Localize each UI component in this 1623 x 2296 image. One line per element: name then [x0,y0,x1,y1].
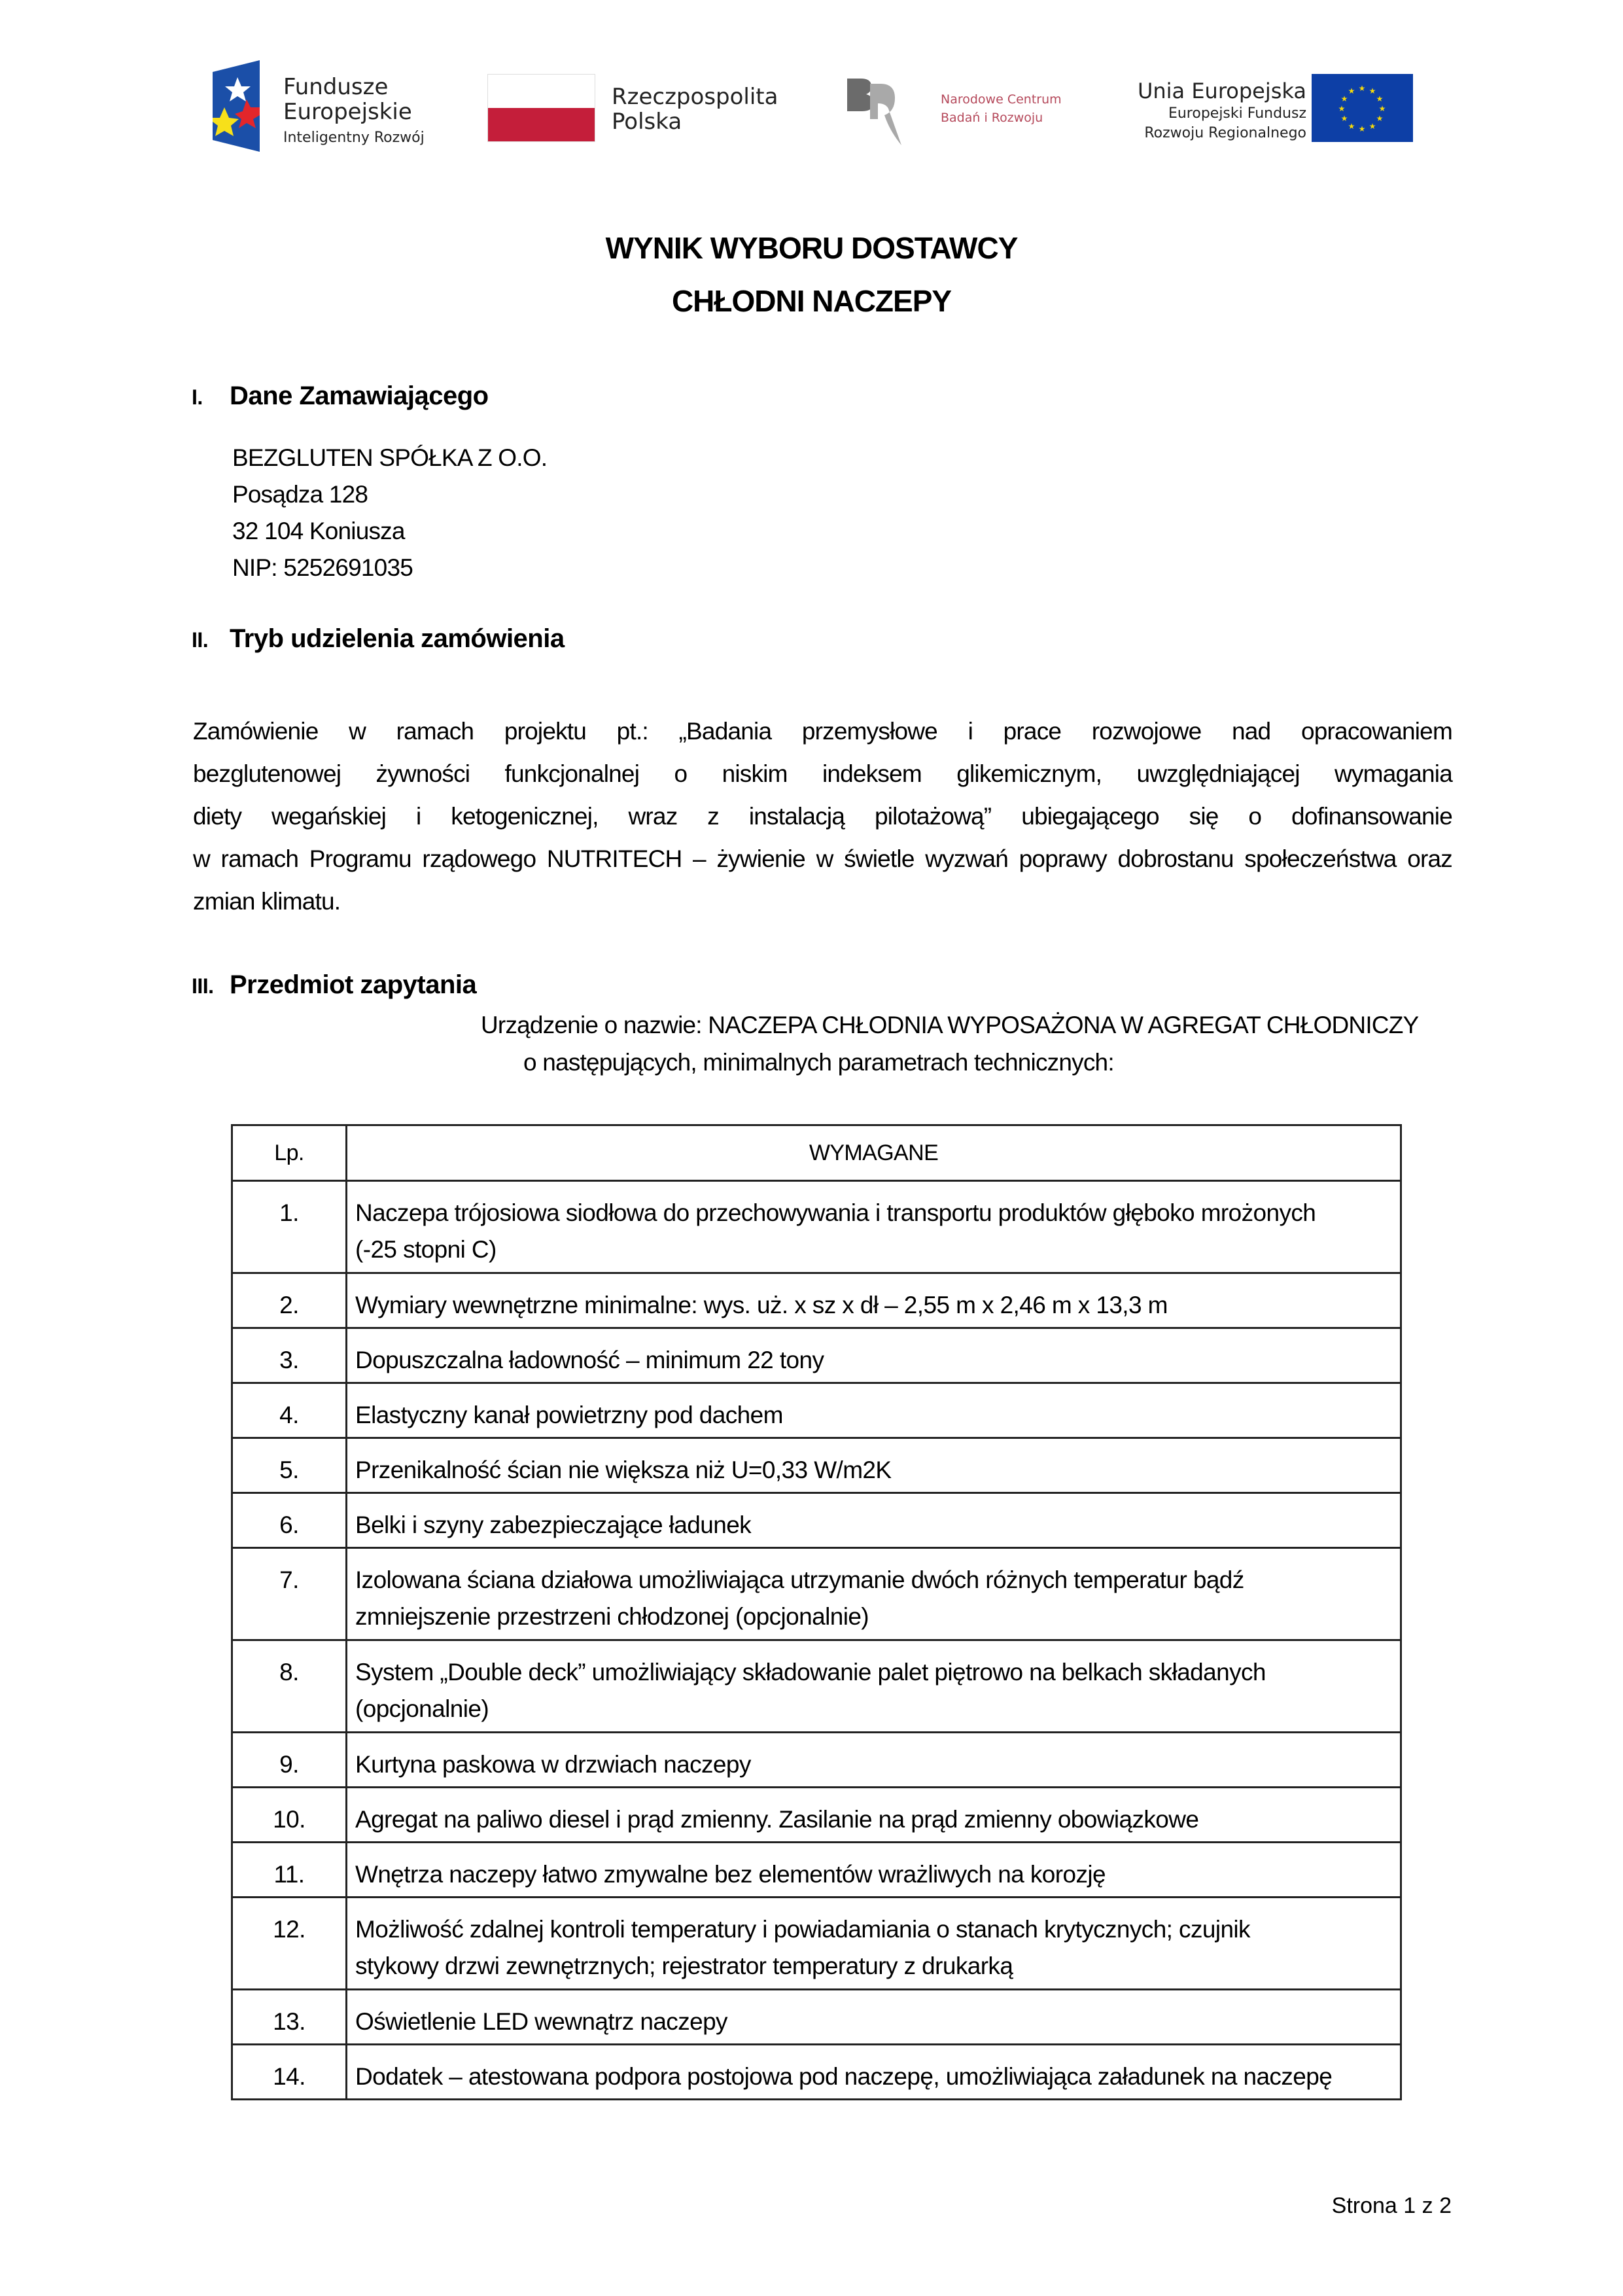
row-number: 7. [232,1548,347,1640]
requirement-line: Kurtyna paskowa w drzwiach naczepy [355,1751,751,1778]
city-address: 32 104 Koniusza [232,518,405,544]
section-2-number: II. [192,628,209,652]
row-requirement [347,1383,1401,1438]
requirement-line: Elastyczny kanał powietrzny pod dachem [355,1402,783,1428]
requirement-line: (-25 stopni C) [355,1236,497,1263]
table-row [232,1548,1401,1640]
table-row [232,1273,1401,1328]
svg-text:★: ★ [1358,84,1366,93]
ncbr-br-mark-icon [844,72,903,150]
requirement-line: Dopuszczalna ładowność – minimum 22 tony [355,1347,824,1373]
table-row [232,1181,1401,1273]
table-row [232,1990,1401,2045]
svg-text:★: ★ [1369,86,1376,96]
table-row [232,1493,1401,1548]
eu-flag-icon [1312,74,1413,142]
svg-text:★: ★ [1348,122,1355,131]
paragraph-line: zmian klimatu. [193,888,341,915]
requirement-line: Agregat na paliwo diesel i prąd zmienny. Zasilanie na prąd zmienny obowiązkowe [355,1806,1199,1833]
fundusze-europejskie-flag-icon [213,60,260,152]
svg-text:★: ★ [1369,122,1376,131]
row-requirement [347,1733,1401,1788]
row-requirement [347,1640,1401,1733]
row-requirement [347,1438,1401,1493]
requirement-line: Oświetlenie LED wewnątrz naczepy [355,2008,727,2035]
row-requirement [347,1788,1401,1843]
table-row [232,1733,1401,1788]
table-row [232,1328,1401,1383]
ncbr-logo [844,72,1066,150]
row-number: 1. [232,1181,347,1273]
svg-text:★: ★ [1376,94,1384,103]
section-2-heading [192,624,565,654]
unia-line1: Unia Europejska [1137,79,1306,103]
row-number: 11. [232,1843,347,1898]
polish-flag-icon [487,74,595,142]
requirement-line: Belki i szyny zabezpieczające ładunek [355,1511,752,1538]
unia-europejska-logo [1106,74,1413,145]
requirement-line: stykowy drzwi zewnętrznych; rejestrator temperatury z drukarką [355,1952,1013,1979]
requirement-line: Wymiary wewnętrzne minimalne: wys. uż. x sz x dł – 2,55 m x 2,46 m x 13,3 m [355,1292,1168,1318]
row-number: 12. [232,1898,347,1990]
paragraph-line: bezglutenowej żywności funkcjonalnej o niskim indeksem glikemicznym, uwzględniającej wymagania [193,760,1452,787]
row-number: 14. [232,2045,347,2100]
table-row [232,1898,1401,1990]
requirement-line: Możliwość zdalnej kontroli temperatury i powiadamiania o stanach krytycznych; czujnik [355,1916,1250,1943]
row-requirement [347,2045,1401,2100]
requirement-line: System „Double deck” umożliwiający składowanie palet piętrowo na belkach składanych [355,1659,1266,1686]
unia-line3: Rozwoju Regionalnego [1144,125,1306,141]
rzeczpospolita-polska-logo [487,74,795,145]
requirement-line: Przenikalność ścian nie większa niż U=0,33 W/m2K [355,1457,892,1483]
row-requirement [347,1548,1401,1640]
table-row [232,1788,1401,1843]
row-number: 9. [232,1733,347,1788]
street-address: Posądza 128 [232,481,368,508]
device-name-line: Urządzenie o nazwie: NACZEPA CHŁODNIA WYPOSAŻONA W AGREGAT CHŁODNICZY [481,1012,1419,1038]
table-row [232,2045,1401,2100]
svg-text:★: ★ [1340,114,1348,123]
section-1-number: I. [192,385,203,409]
column-header-wymagane: WYMAGANE [347,1125,1401,1181]
row-number: 10. [232,1788,347,1843]
row-requirement [347,1843,1401,1898]
section-2-title: Tryb udzielenia zamówienia [230,624,565,653]
table-row [232,1640,1401,1733]
requirement-line: zmniejszenie przestrzeni chłodzonej (opcjonalnie) [355,1603,869,1630]
customer-address-block [232,440,547,586]
rzeczpospolita-line2: Polska [612,109,682,135]
document-title-line1: WYNIK WYBORU DOSTAWCY [605,231,1018,265]
nip-number: NIP: 5252691035 [232,554,413,581]
parameters-intro-line: o następujących, minimalnych parametrach technicznych: [523,1049,1114,1076]
row-requirement [347,1990,1401,2045]
ncbr-line2: Badań i Rozwoju [941,111,1043,125]
fundusze-line1: Fundusze [283,74,389,100]
requirement-line: Dodatek – atestowana podpora postojowa pod naczepę, umożliwiająca załadunek na naczepę [355,2063,1333,2090]
svg-text:★: ★ [1338,104,1346,113]
requirement-line: Izolowana ściana działowa umożliwiająca utrzymanie dwóch różnych temperatur bądź [355,1566,1244,1593]
paragraph-line: diety wegańskiej i ketogenicznej, wraz z instalacją pilotażową” ubiegającego się o dofinansowanie [193,803,1452,830]
page-number: Strona 1 z 2 [1331,2193,1452,2218]
row-number: 13. [232,1990,347,2045]
row-number: 6. [232,1493,347,1548]
company-name: BEZGLUTEN SPÓŁKA Z O.O. [232,444,548,471]
section-1-title: Dane Zamawiającego [230,381,489,410]
section-3-title: Przedmiot zapytania [230,970,477,999]
requirement-line: Wnętrza naczepy łatwo zmywalne bez elementów wrażliwych na korozję [355,1861,1106,1888]
document-title-line2: CHŁODNI NACZEPY [671,284,952,318]
row-requirement [347,1898,1401,1990]
svg-text:★: ★ [1358,124,1366,133]
row-requirement [347,1328,1401,1383]
section-3-number: III. [192,974,214,998]
requirements-table [231,1124,1402,2100]
rzeczpospolita-line1: Rzeczpospolita [612,84,778,110]
column-header-lp: Lp. [232,1125,347,1181]
row-number: 8. [232,1640,347,1733]
fundusze-line2: Europejskie [283,99,412,125]
table-row [232,1383,1401,1438]
row-requirement [347,1273,1401,1328]
fundusze-line3: Inteligentny Rozwój [283,130,425,146]
svg-text:★: ★ [1378,104,1386,113]
fundusze-europejskie-logo [213,60,435,152]
table-row [232,1843,1401,1898]
row-requirement [347,1493,1401,1548]
table-row [232,1438,1401,1493]
project-description-paragraph [193,713,1452,926]
table-header-row [232,1125,1401,1181]
section-1-heading [192,381,489,411]
section-3-heading [192,970,476,1000]
row-number: 3. [232,1328,347,1383]
paragraph-line: w ramach Programu rządowego NUTRITECH – żywienie w świetle wyzwań poprawy dobrostanu społeczeństwa oraz [193,845,1452,872]
ncbr-line1: Narodowe Centrum [941,92,1062,107]
row-number: 2. [232,1273,347,1328]
requirement-line: Naczepa trójosiowa siodłowa do przechowywania i transportu produktów głęboko mrożonych [355,1199,1316,1226]
row-number: 5. [232,1438,347,1493]
svg-text:★: ★ [1340,94,1348,103]
paragraph-line: Zamówienie w ramach projektu pt.: „Badania przemysłowe i prace rozwojowe nad opracowaniem [193,718,1452,745]
row-number: 4. [232,1383,347,1438]
unia-line2: Europejski Fundusz [1168,105,1306,122]
svg-text:★: ★ [1376,114,1384,123]
requirement-line: (opcjonalnie) [355,1695,489,1722]
svg-text:★: ★ [1348,86,1355,96]
row-requirement [347,1181,1401,1273]
